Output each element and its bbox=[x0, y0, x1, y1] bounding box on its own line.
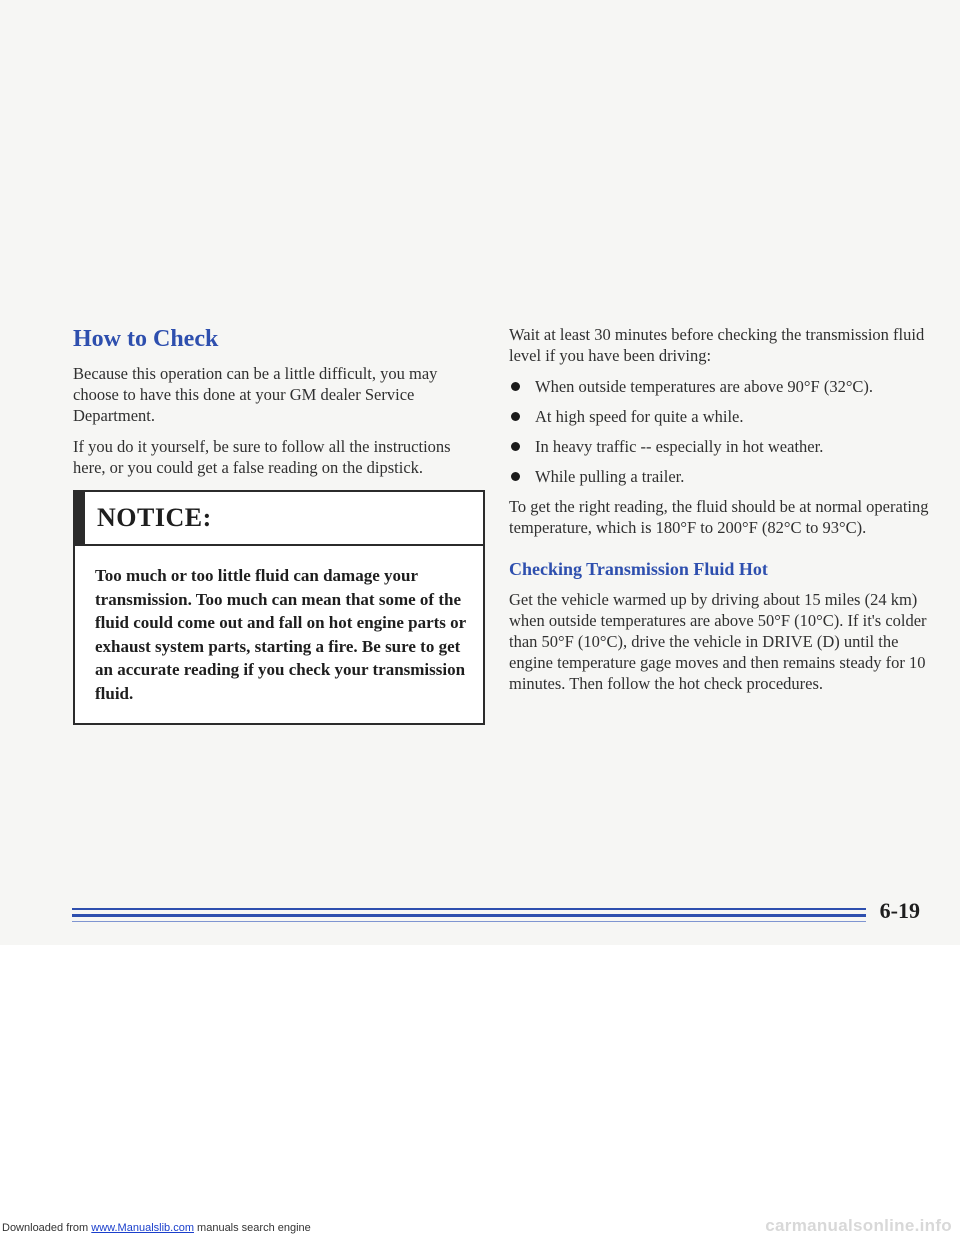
list-item bbox=[509, 376, 929, 397]
list-item bbox=[509, 436, 929, 457]
page-number: 6-19 bbox=[879, 898, 920, 923]
notice-header bbox=[75, 492, 483, 546]
conditions-list bbox=[509, 376, 929, 487]
list-item-text: When outside temperatures are above 90°F (32°C). bbox=[535, 377, 874, 396]
banner-prefix: Downloaded from bbox=[2, 1222, 89, 1234]
section-title: How to Check bbox=[73, 326, 219, 352]
bullet-icon bbox=[511, 472, 520, 481]
instructions-paragraph: If you do it yourself, be sure to follow all the instructions here, or you could get a false reading on the dipstick. bbox=[73, 437, 451, 477]
hot-check-paragraph: Get the vehicle warmed up by driving about 15 miles (24 km) when outside temperatures are above 50°F (10°C). If it's colder than 50°F (10°C), drive the vehicle in DRIVE (D) until the engine temperature gage moves and then remains steady for 10 minutes. Then follow the hot check procedures. bbox=[509, 590, 927, 693]
bullet-icon bbox=[511, 382, 520, 391]
list-item-text: In heavy traffic -- especially in hot weather. bbox=[535, 437, 824, 456]
footer-rule bbox=[72, 908, 866, 910]
subsection-title: Checking Transmission Fluid Hot bbox=[509, 559, 768, 579]
notice-heading: NOTICE: bbox=[97, 503, 212, 532]
manualslib-link[interactable]: www.Manualslib.com bbox=[91, 1222, 194, 1234]
notice-box bbox=[73, 490, 485, 725]
bullet-icon bbox=[511, 442, 520, 451]
footer-rule bbox=[72, 921, 866, 922]
list-item-text: While pulling a trailer. bbox=[535, 467, 685, 486]
footer-rule bbox=[72, 914, 866, 917]
left-column bbox=[73, 324, 485, 725]
wait-paragraph: Wait at least 30 minutes before checking the transmission fluid level if you have been driving: bbox=[509, 325, 925, 365]
intro-paragraph: Because this operation can be a little difficult, you may choose to have this done at your GM dealer Service Department. bbox=[73, 364, 438, 425]
list-item bbox=[509, 466, 929, 487]
notice-text: Too much or too little fluid can damage your transmission. Too much can mean that some of the fluid could come out and fall on hot engine parts or exhaust system parts, starting a fire. Be sure to get an accurate reading if you check your transmission fluid. bbox=[95, 566, 466, 703]
list-item-text: At high speed for quite a while. bbox=[535, 407, 744, 426]
bullet-icon bbox=[511, 412, 520, 421]
download-banner bbox=[2, 1222, 311, 1234]
right-column bbox=[509, 324, 929, 704]
list-item bbox=[509, 406, 929, 427]
banner-suffix: manuals search engine bbox=[197, 1222, 311, 1234]
temperature-paragraph: To get the right reading, the fluid should be at normal operating temperature, which is 180°F to 200°F (82°C to 93°C). bbox=[509, 497, 929, 537]
watermark: carmanualsonline.info bbox=[765, 1216, 952, 1235]
